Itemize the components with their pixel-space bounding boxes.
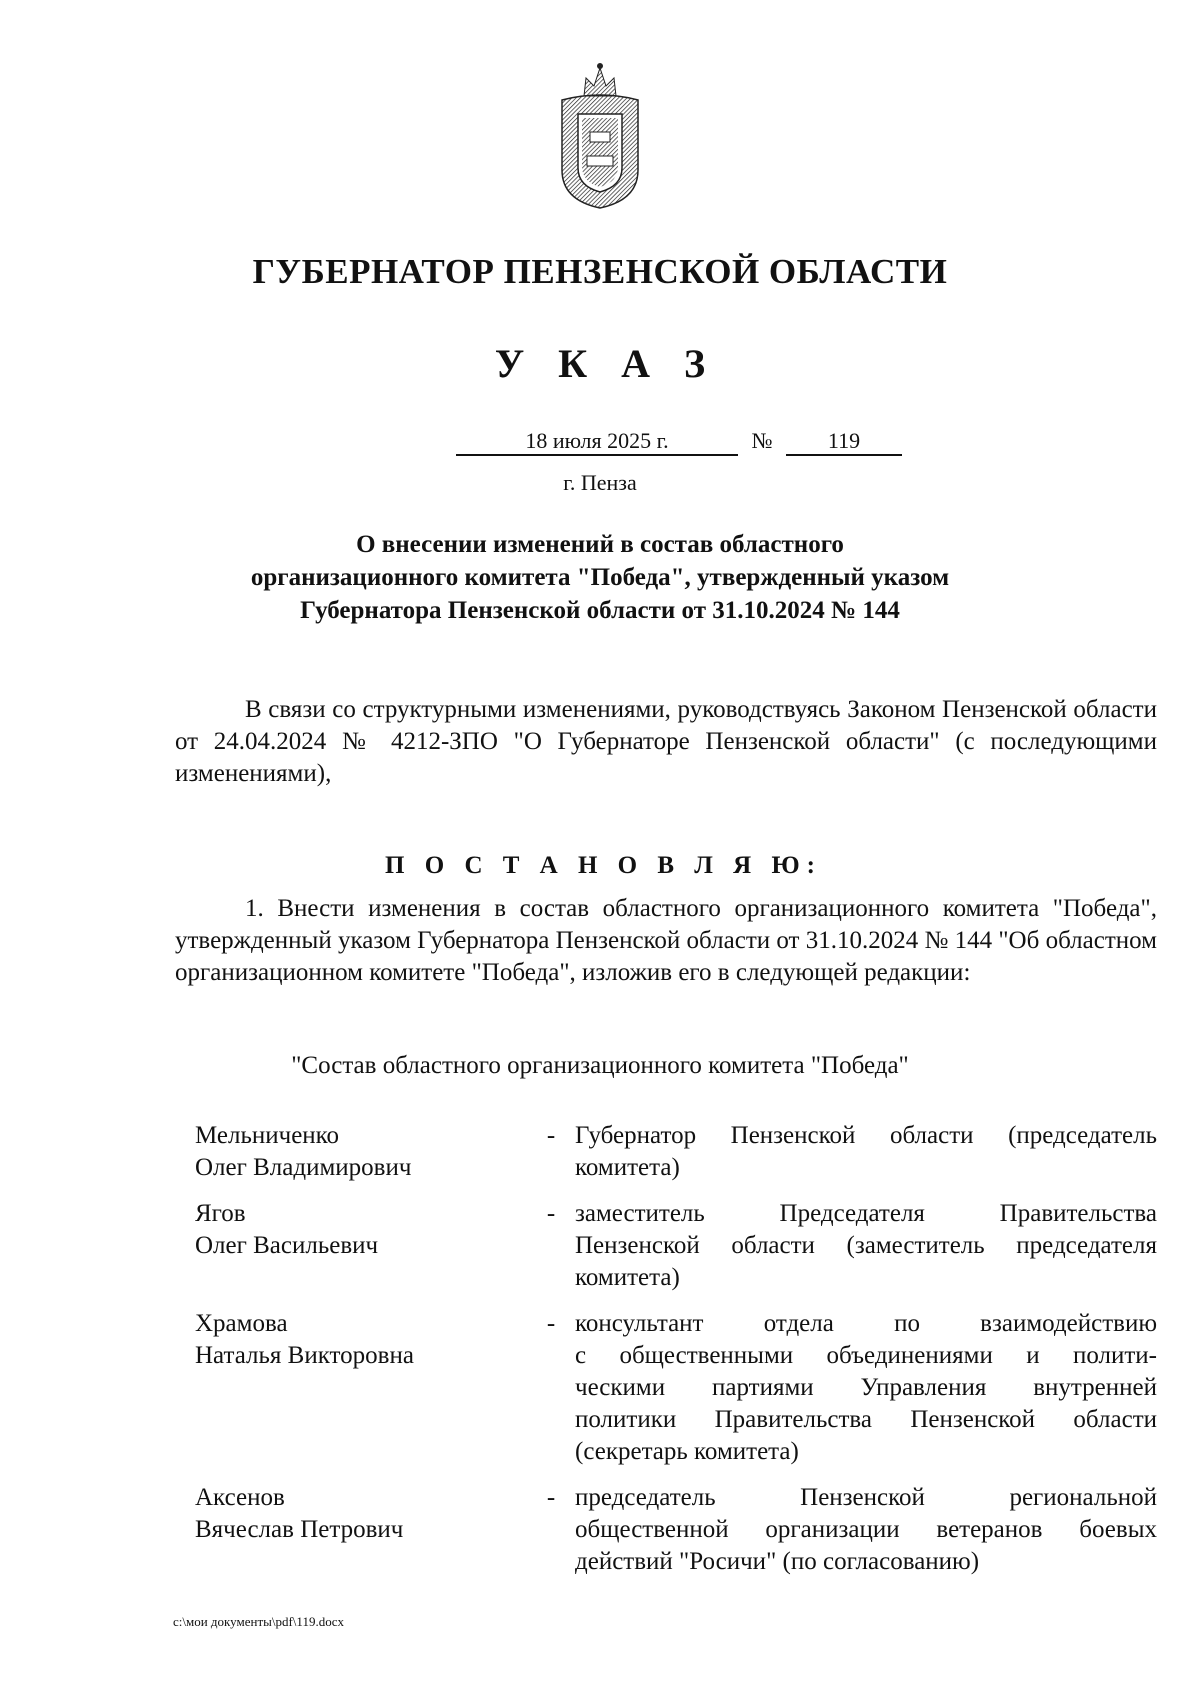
role-line: Пензенской области (заместитель председателя xyxy=(575,1232,1157,1259)
title-line: О внесении изменений в состав областного xyxy=(356,531,844,558)
member-name xyxy=(195,1482,525,1578)
number-sign: № xyxy=(751,428,773,453)
member-given-name: Олег Владимирович xyxy=(195,1154,412,1181)
role-line: с общественными объединениями и полити- xyxy=(575,1342,1157,1369)
member-role xyxy=(571,1198,1157,1294)
document-city: г. Пенза xyxy=(563,470,637,495)
preamble-paragraph: В связи со структурными изменениями, руководствуясь Законом Пензенской области от 24.04.2024 № 4212-ЗПО "О Губернаторе Пензенской области" (с последующими изменениями), xyxy=(175,696,1157,787)
role-line: заместитель Председателя Правительства xyxy=(575,1200,1157,1227)
title-line: организационного комитета "Победа", утвержденный указом xyxy=(250,564,950,591)
member-dash: - xyxy=(546,1484,556,1511)
member-name xyxy=(195,1198,525,1294)
member-role xyxy=(571,1120,1157,1184)
document-number: 119 xyxy=(786,428,902,456)
role-line: председатель Пензенской региональной xyxy=(575,1484,1157,1511)
member-given-name: Олег Васильевич xyxy=(195,1232,379,1259)
member-role xyxy=(571,1308,1157,1468)
clause-1-paragraph: 1. Внести изменения в состав областного организационного комитета "Победа", утвержденный указом Губернатора Пензенской области от 31.10.2024 № 144 "Об областном организационном комитете "Победа", изложив его в следующей редакции: xyxy=(175,895,1157,986)
role-line: ческими партиями Управления внутренней xyxy=(575,1374,1157,1401)
member-row xyxy=(195,1308,1157,1468)
document-title xyxy=(170,528,1030,627)
footer-file-path: c:\мои документы\pdf\119.docx xyxy=(173,1614,344,1629)
title-line: Губернатора Пензенской области от 31.10.2024 № 144 xyxy=(300,597,900,624)
role-line: действий "Росичи" (по согласованию) xyxy=(575,1548,980,1575)
member-surname: Ягов xyxy=(195,1200,246,1227)
issuing-authority: ГУБЕРНАТОР ПЕНЗЕНСКОЙ ОБЛАСТИ xyxy=(252,252,948,291)
coat-of-arms-icon xyxy=(554,60,646,210)
member-dash: - xyxy=(546,1310,556,1337)
role-line: Губернатор Пензенской области (председатель xyxy=(575,1122,1157,1149)
decree-heading: П О С Т А Н О В Л Я Ю: xyxy=(385,852,822,879)
document-date: 18 июля 2025 г. xyxy=(456,428,738,456)
document-type: У К А З xyxy=(494,341,718,386)
role-line: политики Правительства Пензенской области xyxy=(575,1406,1157,1433)
member-role xyxy=(571,1482,1157,1578)
member-name xyxy=(195,1120,525,1184)
committee-members-list xyxy=(195,1120,1157,1592)
member-given-name: Вячеслав Петрович xyxy=(195,1516,404,1543)
member-row xyxy=(195,1120,1157,1184)
role-line: общественной организации ветеранов боевых xyxy=(575,1516,1157,1543)
role-line: консультант отдела по взаимодействию xyxy=(575,1310,1157,1337)
member-row xyxy=(195,1198,1157,1294)
member-surname: Храмова xyxy=(195,1310,288,1337)
role-line: комитета) xyxy=(575,1154,680,1181)
member-dash: - xyxy=(546,1122,556,1149)
member-dash: - xyxy=(546,1200,556,1227)
composition-title: "Состав областного организационного комитета "Победа" xyxy=(291,1052,909,1079)
member-row xyxy=(195,1482,1157,1578)
member-surname: Аксенов xyxy=(195,1484,285,1511)
member-name xyxy=(195,1308,525,1468)
role-line: (секретарь комитета) xyxy=(575,1438,799,1465)
member-surname: Мельниченко xyxy=(195,1122,340,1149)
role-line: комитета) xyxy=(575,1264,680,1291)
member-given-name: Наталья Викторовна xyxy=(195,1342,414,1369)
